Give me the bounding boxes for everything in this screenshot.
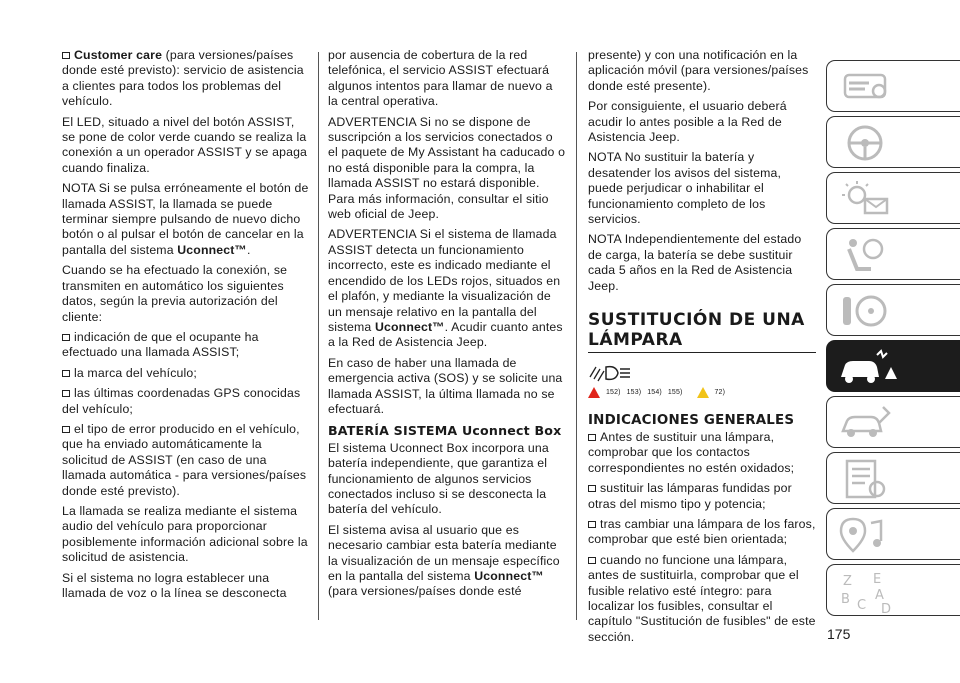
section-title-line-1: SUSTITUCIÓN DE UNA: [588, 310, 805, 331]
list-item: [588, 481, 818, 512]
uconnect-term: Uconnect™: [374, 319, 445, 334]
section-rule: [588, 352, 816, 353]
paragraph: Cuando se ha efectuado la conexión, se transmiten en automático los siguientes datos, según la previa autorización del cliente:: [62, 263, 288, 324]
bullet-box-icon: [588, 557, 596, 564]
tab-specs[interactable]: [826, 452, 960, 504]
reference-number[interactable]: 155): [667, 389, 683, 397]
list-item-text: las últimas coordenadas GPS conocidas del vehículo;: [62, 386, 301, 416]
paragraph: El sistema Uconnect Box incorpora una batería independiente, que garantiza el funcionamiento de algunos servicios conectados incluso si se desconecta la batería del vehículo.: [328, 440, 549, 517]
car-dashboard-icon: [835, 65, 895, 109]
battery-heading: BATERÍA SISTEMA Uconnect Box: [328, 423, 562, 439]
tab-index[interactable]: [826, 564, 960, 616]
column-divider: [576, 52, 577, 620]
list-item-text: tras cambiar una lámpara de los faros, comprobar que esté bien orientada;: [588, 516, 816, 547]
list-item-text: sustituir las lámparas fundidas por otras del mismo tipo y potencia;: [588, 481, 792, 511]
column-3: [588, 48, 818, 650]
list-item: [588, 517, 818, 548]
uconnect-term: Uconnect™: [474, 569, 544, 583]
column-1: [62, 48, 310, 606]
tab-dashboard[interactable]: [826, 60, 960, 112]
page-number: 175: [827, 626, 851, 642]
key-steering-icon: [835, 289, 895, 333]
reference-number[interactable]: 152): [606, 389, 621, 397]
column-divider: [318, 52, 319, 620]
note-paragraph: [62, 181, 310, 258]
note-text: NOTA Si se pulsa erróneamente el botón de llamada ASSIST, la llamada se puede terminar siempre pulsando de nuevo dicho botón o al pulsar el botón de cancelar en la pantalla del sistema: [62, 181, 309, 257]
svg-text:D: D: [881, 602, 892, 613]
paragraph: La llamada se realiza mediante el sistema audio del vehículo para proporcionar posiblemente información adicional sobre la solicitud de asistencia.: [62, 503, 308, 565]
reference-number[interactable]: 72): [714, 389, 726, 397]
tab-safety[interactable]: [826, 228, 960, 280]
reference-number[interactable]: 153): [626, 389, 642, 397]
multimedia-icon: [835, 513, 895, 557]
lights-message-icon: [835, 177, 895, 221]
bullet-box-icon: [588, 434, 596, 441]
column-2: [328, 48, 566, 605]
list-item: [588, 553, 818, 645]
bullet-box-icon: [62, 334, 70, 341]
svg-text:E: E: [873, 572, 882, 587]
airbag-seat-icon: [835, 233, 895, 277]
list-item-text: Antes de sustituir una lámpara, comprobar que los contactos correspondientes no estén oxidados;: [588, 429, 795, 475]
tab-controls[interactable]: [826, 116, 960, 168]
svg-text:A: A: [875, 588, 884, 603]
note-paragraph: NOTA Independientemente del estado de carga, la batería se debe sustituir cada 5 años en la Red de Asistencia Jeep.: [588, 232, 802, 293]
car-maintenance-icon: [835, 401, 895, 445]
list-item-text: (para versiones/países donde esté previsto): servicio de asistencia a clientes para todos los problemas del vehículo.: [62, 48, 304, 109]
bullet-box-icon: [62, 370, 70, 377]
svg-text:C: C: [857, 598, 867, 613]
uconnect-term: Uconnect™: [177, 242, 247, 257]
note-text-end: .: [246, 242, 251, 257]
bullet-box-icon: [62, 390, 70, 397]
list-item: [62, 330, 310, 361]
svg-text:Z: Z: [843, 574, 852, 589]
warning-text: ADVERTENCIA Si el sistema de llamada ASSIST detecta un funcionamiento incorrecto, este es indicado mediante el encendido de los LEDs rojos, situados en el plafón, y mediante la visualización de un mensaje relativo en la pantalla del sistema: [328, 227, 561, 334]
list-item: [588, 430, 818, 476]
list-item-text: la marca del vehículo;: [74, 365, 197, 380]
list-item: [62, 386, 310, 417]
specs-sheet-icon: [835, 457, 895, 501]
warning-paragraph: [328, 227, 566, 350]
list-item-text: indicación de que el ocupante ha efectuado una llamada ASSIST;: [62, 329, 259, 360]
section-title-line-2: LÁMPARA: [588, 330, 683, 351]
svg-text:B: B: [841, 592, 850, 607]
tab-lights[interactable]: [826, 172, 960, 224]
customer-care-term: Customer care: [74, 48, 163, 62]
reference-number[interactable]: 154): [647, 389, 662, 397]
alphabet-index-icon: [835, 569, 895, 613]
tab-maintenance[interactable]: [826, 396, 960, 448]
section-title: [588, 310, 818, 350]
reference-warnings: [588, 385, 818, 400]
note-paragraph: NOTA No sustituir la batería y desatender los avisos del sistema, puede perjudicar o inhabilitar el funcionamiento completo de los servicios.: [588, 150, 782, 227]
paragraph: El LED, situado a nivel del botón ASSIST, se pone de color verde cuando se realiza la conexión a un operador ASSIST y se apaga cuando finaliza.: [62, 114, 308, 175]
paragraph: Si el sistema no logra establecer una llamada de voz o la línea se desconecta: [62, 570, 287, 600]
warning-triangle-icon: [588, 387, 600, 398]
steering-wheel-icon: [835, 121, 895, 165]
bullet-box-icon: [588, 485, 596, 492]
list-item-text: cuando no funcione una lámpara, antes de sustituirla, comprobar que el fusible relativo esté íntegro: para localizar los fusibles, consultar el capítulo "Sustitución de fusibles" de este sección.: [588, 552, 816, 644]
paragraph-text: El sistema avisa al usuario que es necesario cambiar esta batería mediante la visualización de un mensaje específico en la pantalla del sistema: [328, 522, 560, 583]
list-item: [62, 422, 310, 499]
paragraph: [328, 523, 566, 600]
tab-start-driving[interactable]: [826, 284, 960, 336]
list-item-text: el tipo de error producido en el vehículo, que ha enviado automáticamente la solicitud de ASSIST (en caso de una llamada automática - para versiones/países donde esté previsto).: [62, 421, 307, 498]
paragraph: Por consiguiente, el usuario deberá acudir lo antes posible a la Red de Asistencia Jeep.: [588, 99, 787, 145]
paragraph: por ausencia de cobertura de la red telefónica, el servicio ASSIST efectuará algunos intentos para llamar de nuevo a la central operativa.: [328, 48, 553, 109]
bullet-box-icon: [62, 52, 70, 59]
tab-multimedia[interactable]: [826, 508, 960, 560]
bullet-box-icon: [588, 521, 596, 528]
warning-paragraph: ADVERTENCIA Si no se dispone de suscripción a los servicios conectados o el paquete de My Assistant ha caducado o no está disponible para la compra, la llamada ASSIST no estará disponible. Para más información, consultar el sitio web oficial de Jeep.: [328, 114, 566, 222]
bullet-box-icon: [62, 426, 70, 433]
caution-triangle-icon: [697, 387, 709, 398]
car-breakdown-icon: [835, 345, 905, 389]
paragraph: En caso de haber una llamada de emergencia activa (SOS) y se solicite una llamada ASSIST, la última llamada no se efectuará.: [328, 355, 563, 416]
list-item: [62, 366, 310, 381]
lamp-bulb-icon: [588, 363, 818, 383]
warning-text-end: . Acudir cuanto antes a la Red de Asistencia Jeep.: [328, 319, 563, 350]
list-item: [62, 48, 310, 110]
tab-emergency[interactable]: [826, 340, 960, 392]
general-instructions-heading: INDICACIONES GENERALES: [588, 412, 795, 428]
paragraph: presente) y con una notificación en la aplicación móvil (para versiones/países donde esté presente).: [588, 48, 809, 93]
paragraph-text-end: (para versiones/países donde esté: [328, 584, 522, 599]
